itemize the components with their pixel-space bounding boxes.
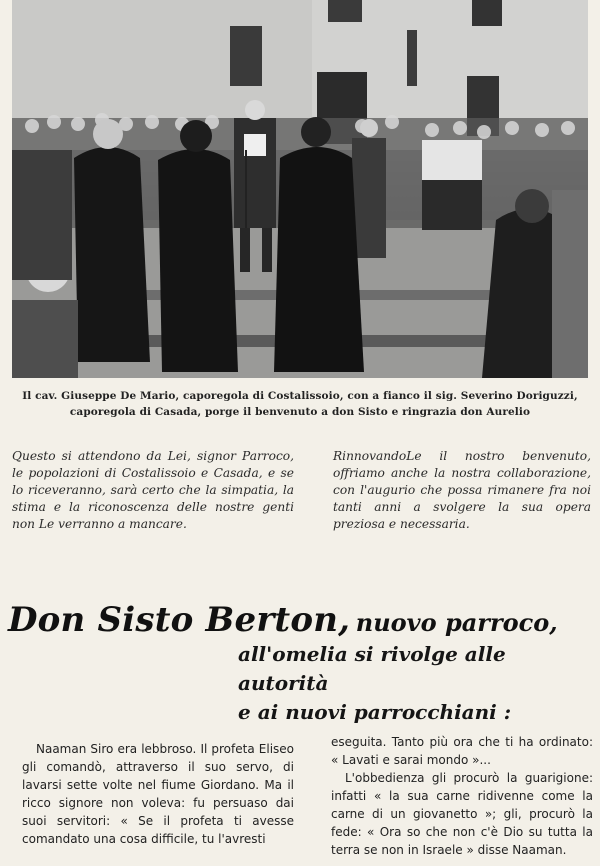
photo-caption: Il cav. Giuseppe De Mario, caporegola di Costalissoio, con a fianco il sig. Severino Doriguzzi, caporegola di Casada, porge il benvenuto a don Sisto e ringrazia don Aurelio <box>22 390 578 418</box>
subheadline-line-2: e ai nuovi parrocchiani : <box>238 700 512 724</box>
ceremony-photo <box>12 0 588 378</box>
article-subheadline <box>238 640 598 727</box>
article-body-left <box>22 740 294 848</box>
speech-text-left: Questo si attendono da Lei, signor Parroco, le popolazioni di Costalissoio e Casada, e se lo riceveranno, sarà certo che la simpatia, la stima e la riconoscenza delle nostre genti non Le verranno a mancare. <box>12 449 294 531</box>
article-paragraph: Naaman Siro era lebbroso. Il profeta Eliseo gli comandò, attraverso il suo servo, di lavarsi sette volte nel fiume Giordano. Ma il ricco signore non voleva: fu persuaso dai suoi servitori: « Se il profeta ti avesse comandato una cosa difficile, tu l'avresti <box>22 742 294 846</box>
headline-name: Don Sisto Berton, <box>8 600 351 640</box>
ceremony-photo-illustration <box>12 0 588 378</box>
subheadline-line-1: all'omelia si rivolge alle autorità <box>238 642 506 695</box>
speech-text-right: RinnovandoLe il nostro benvenuto, offriamo anche la nostra collaborazione, con l'augurio che possa rimanere fra noi tanti anni a svolgere la sua opera preziosa e necessaria. <box>333 449 591 531</box>
article-paragraph: L'obbedienza gli procurò la guarigione: infatti « la sua carne ridivenne come la carne di un giovanetto »; gli, procurò la fede: « Ora so che non c'è Dio su tutta la terra se non in Israele » disse Naaman. <box>331 771 593 857</box>
headline-role: nuovo parroco, <box>355 608 558 637</box>
article-body-right <box>331 733 593 859</box>
article-headline <box>8 600 598 640</box>
article-paragraph: eseguita. Tanto più ora che ti ha ordinato: « Lavati e sarai mondo »... <box>331 735 593 767</box>
